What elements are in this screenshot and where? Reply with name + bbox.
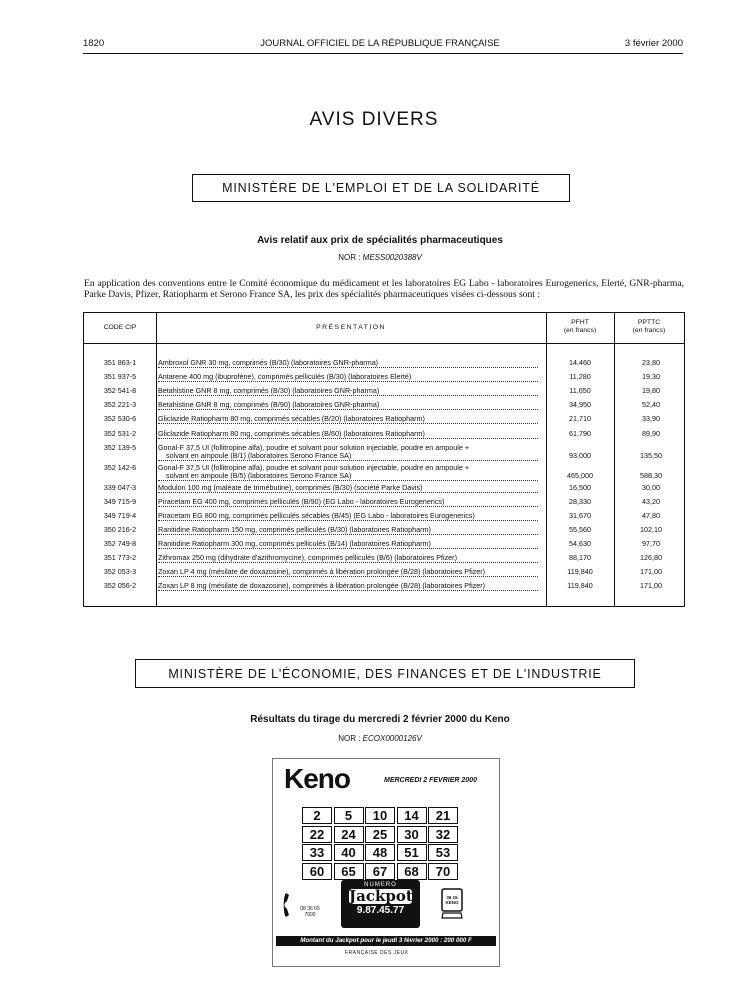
cell-presentation [158,540,538,549]
price-table [83,312,685,607]
cell-pttc: 97,70 [642,539,660,548]
cell-pttc: 19,80 [642,386,660,396]
journal-title: JOURNAL OFFICIEL DE LA RÉPUBLIQUE FRANÇAISE [260,38,500,49]
presentation-line: Gonal-F 37,5 UI (follitropine alfa), poudre et solvant pour solution injectable, poudre en ampoule + [158,442,470,452]
keno-number: 70 [428,863,458,880]
cell-pfht: 16,500 [569,482,591,492]
cell-cip: 352 541-8 [103,386,137,396]
notice-title-keno: Résultats du tirage du mercredi 2 février 2000 du Keno [250,714,510,725]
presentation-line: Ambroxol GNR 30 mg, comprimés (B/30) (laboratoires GNR-pharma) [158,359,538,368]
cell-pttc: 23,80 [642,358,660,367]
presentation-line: solvant en ampoule (B/5) (laboratoires Serono France SA) [158,472,538,481]
keno-number: 21 [428,807,458,824]
cell-pfht: 34,950 [569,400,591,410]
cell-presentation [158,568,538,577]
cell-pttc: 102,10 [640,524,662,534]
keno-logo: Keno [284,763,350,794]
presentation-line: Betahistine GNR 8 mg, comprimés (B/30) (laboratoires GNR-pharma) [158,387,538,396]
header-divider [84,343,684,344]
jackpot-word: Jackpot [349,887,413,905]
cell-cip: 351 773-2 [103,553,137,563]
cell-pfht: 55,560 [569,524,591,534]
cell-pttc: 126,80 [640,553,662,563]
col-divider [546,313,547,606]
presentation-line: Antarene 400 mg (ibuprofène), comprimés pelliculés (B/30) (laboratoires Elerté) [158,373,538,382]
presentation-line: Zithromax 250 mg (dihydrate d'azithromycine), comprimés pelliculés (B/6) (laboratoires Pfizer) [158,554,538,563]
presentation-line: solvant en ampoule (B/1) (laboratoires Serono France SA) [158,452,538,461]
cell-pfht: 54,630 [569,539,591,548]
cell-pttc: 171,00 [640,581,662,591]
keno-date: MERCREDI 2 FEVRIER 2000 [384,777,477,784]
cell-pfht: 14,460 [569,358,591,367]
col-divider [614,313,615,606]
nor-pharma [0,253,748,262]
intro-paragraph: En application des conventions entre le Comité économique du médicament et les laboratoires EG Labo - laboratoires Eurogenerics, Elerté, GNR-pharma, Parke Davis, Pfizer, Ratiopharm et Serono France SA, les prix des spécialités pharmaceutiques visées ci-dessous sont : [84,278,684,300]
jackpot-amount-banner: Montant du Jackpot pour le jeudi 3 février 2000 : 200 000 F [276,936,496,946]
ministry-emploi-name: MINISTÈRE DE L'EMPLOI ET DE LA SOLIDARITÉ [222,181,540,195]
fdj-logo-text: FRANÇAISE DES JEUX [345,950,409,956]
cell-pttc: 171,00 [640,567,662,577]
presentation-line: Zoxan LP 4 mg (mésilate de doxazosine), comprimés à libération prolongée (B/28) (laboratoires Pfizer) [158,568,538,577]
ministry-economie-box [135,659,635,688]
cell-pfht: 28,330 [569,496,591,506]
cell-cip: 352 142-6 [103,462,137,472]
cell-pttc: 52,40 [642,400,660,410]
keno-number: 24 [334,826,364,843]
nor-label: NOR : [338,734,361,743]
header-presentation: PRÉSENTATION [316,324,386,331]
cell-pttc: 89,90 [642,428,660,438]
cell-pttc: 588,30 [640,470,662,480]
nor-code: ECOX0000126V [362,734,422,743]
keno-number: 67 [365,863,395,880]
cell-presentation [158,526,538,535]
cell-pfht: 119,840 [567,567,593,577]
keno-number: 5 [334,807,364,824]
keno-number: 51 [397,844,427,861]
presentation-line: Gliclazide Ratiopharm 80 mg, comprimés sécables (B/60) (laboratoires Ratiopharm) [158,430,538,439]
cell-cip: 352 053-3 [103,567,137,577]
jackpot-label: NUMERO [364,882,397,888]
header-rule [83,53,683,54]
presentation-line: Gliclazide Ratiopharm 80 mg, comprimés sécables (B/20) (laboratoires Ratiopharm) [158,415,538,424]
keno-number: 65 [334,863,364,880]
presentation-line: Modulon 100 mg (maléate de trimébutine), comprimés (B/30) (société Parke Davis) [158,484,538,493]
cell-cip: 352 056-2 [103,581,137,591]
cell-presentation [158,498,538,507]
cell-pfht: 93,000 [569,450,591,460]
keno-number: 60 [302,863,332,880]
cell-pttc: 19,30 [642,372,660,382]
keno-number: 25 [365,826,395,843]
keno-number: 40 [334,844,364,861]
cell-presentation [158,387,538,396]
cell-presentation [158,512,538,521]
keno-number: 68 [397,863,427,880]
minitel-code: 36 15 KENO [445,895,459,905]
cell-cip: 339 047-3 [103,482,137,492]
keno-number: 2 [302,807,332,824]
cell-presentation [158,582,538,591]
presentation-line: Piracetam EG 800 mg, comprimés pelliculés sécables (B/45) (EG Labo - laboratoires Eurogenerics) [158,512,538,521]
cell-cip: 352 749-8 [103,539,137,548]
cell-pfht: 11,650 [569,386,591,396]
cell-pfht: 11,280 [569,372,591,382]
header-pttc-unit: (en francs) [632,327,666,334]
keno-number: 10 [365,807,395,824]
notice-title-pharma: Avis relatif aux prix de spécialités pharmaceutiques [257,235,503,246]
cell-cip: 352 531-2 [103,428,137,438]
cell-presentation [158,359,538,368]
cell-presentation [158,373,538,382]
cell-presentation [158,430,538,439]
keno-number: 14 [397,807,427,824]
presentation-line: Piracetam EG 400 mg, comprimés pelliculés (B/90) (EG Labo - laboratoires Eurogenerics) [158,498,538,507]
header-pfht [546,319,614,335]
cell-pttc: 47,80 [642,510,660,520]
keno-number: 22 [302,826,332,843]
cell-cip: 351 937-5 [103,372,137,382]
cell-presentation [158,554,538,563]
cell-pttc: 135,50 [640,450,662,460]
cell-pfht: 119,840 [567,581,593,591]
presentation-line: Zoxan LP 8 mg (mésilate de doxazosine), comprimés à libération prolongée (B/28) (laboratoires Pfizer) [158,582,538,591]
nor-code: MESS0020388V [362,253,422,262]
header-cip: CODE CIP [103,324,137,331]
phone-number: 08 36 65 7000 [300,906,320,918]
keno-number: 33 [302,844,332,861]
cell-pfht: 21,710 [569,414,591,424]
cell-presentation [158,415,538,424]
cell-cip: 352 530-6 [103,414,137,424]
cell-pfht: 465,000 [567,470,593,480]
cell-cip: 351 863-1 [103,358,137,367]
jackpot-badge [341,880,420,928]
header-date: 3 février 2000 [624,38,683,49]
nor-keno [0,734,748,743]
col-divider [156,313,157,606]
cell-pfht: 31,670 [569,510,591,520]
cell-cip: 352 221-3 [103,400,137,410]
cell-pttc: 30,00 [642,482,660,492]
cell-cip: 349 719-4 [103,510,137,520]
keno-number: 32 [428,826,458,843]
presentation-line: Betahistine GNR 8 mg, comprimés (B/90) (laboratoires GNR-pharma) [158,401,538,410]
nor-label: NOR : [338,253,361,262]
cell-presentation [158,401,538,410]
cell-pfht: 88,170 [569,553,591,563]
presentation-line: Ranitidine Ratiopharm 300 mg, comprimés pelliculés (B/14) (laboratoires Ratiopharm) [158,540,538,549]
phone-icon [282,892,296,918]
header-pfht-unit: (en francs) [563,327,597,334]
page-number: 1820 [83,38,105,49]
keno-number: 48 [365,844,395,861]
cell-pfht: 61,790 [569,428,591,438]
cell-presentation [158,464,538,481]
presentation-line: Ranitidine Ratiopharm 150 mg, comprimés pelliculés (B/30) (laboratoires Ratiopharm) [158,526,538,535]
header-pfht-label: PFHT [571,319,589,326]
keno-number: 30 [397,826,427,843]
keno-number: 53 [428,844,458,861]
ministry-emploi-box [192,174,570,202]
cell-pttc: 33,90 [642,414,660,424]
cell-presentation [158,444,538,461]
cell-cip: 349 715-9 [103,496,137,506]
ministry-economie-name: MINISTÈRE DE L'ÉCONOMIE, DES FINANCES ET DE L'INDUSTRIE [168,666,602,681]
cell-pttc: 43,20 [642,496,660,506]
cell-cip: 350 216-2 [103,524,137,534]
presentation-line: Gonal-F 37,5 UI (follitropine alfa), poudre et solvant pour solution injectable, poudre en ampoule + [158,462,470,472]
section-title: AVIS DIVERS [309,109,439,130]
cell-presentation [158,484,538,493]
header-pttc-label: PPTTC [637,319,661,326]
jackpot-number: 9.87.45.77 [356,905,405,916]
cell-cip: 352 139-5 [103,442,137,452]
header-pttc [614,319,684,335]
